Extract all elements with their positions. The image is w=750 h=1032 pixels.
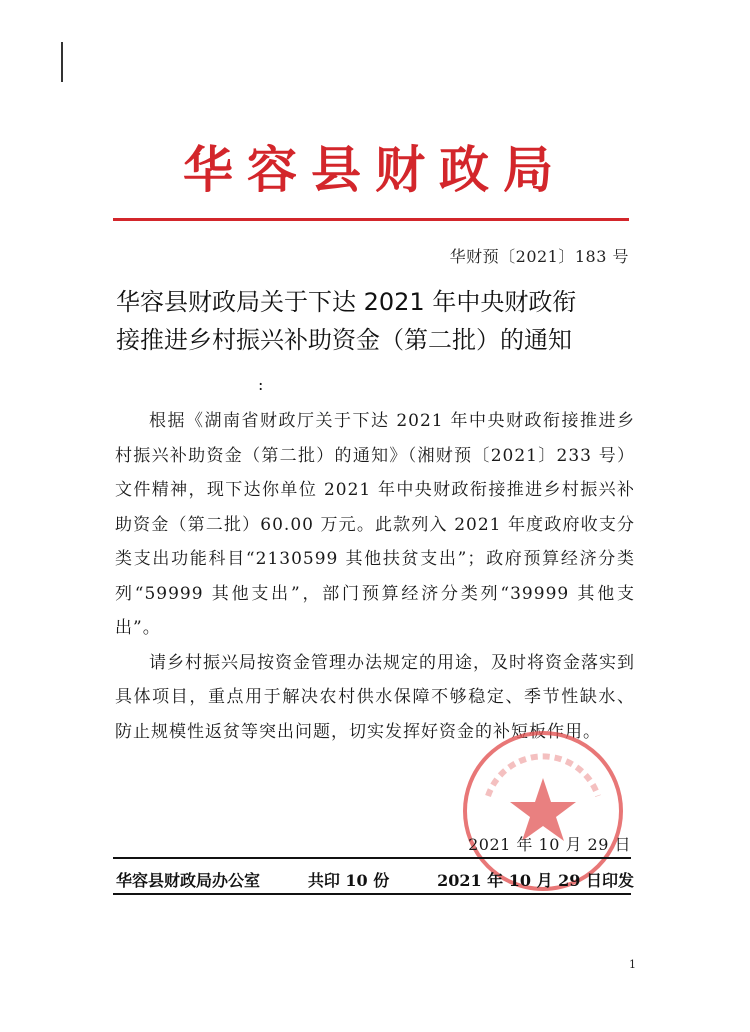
signing-date: 2021 年 10 月 29 日: [468, 835, 631, 854]
notice-body: [115, 404, 635, 749]
printing-footer: [116, 868, 634, 891]
footer-bottom-rule: [113, 893, 631, 895]
notice-title-line-1: 华容县财政局关于下达 2021 年中央财政衔: [116, 288, 577, 316]
footer-top-rule: [113, 857, 631, 859]
notice-title: [116, 283, 636, 359]
notice-title-line-2: 接推进乡村振兴补助资金（第二批）的通知: [116, 326, 572, 354]
recipient-line: :: [258, 375, 264, 394]
document-number: 华财预〔2021〕183 号: [449, 247, 629, 266]
body-paragraph-2: 请乡村振兴局按资金管理办法规定的用途，及时将资金落实到具体项目，重点用于解决农村供水保障不够稳定、季节性缺水、防止规模性返贫等突出问题，切实发挥好资金的补短板作用。: [115, 652, 635, 742]
issuing-authority-title: 华容县财政局: [183, 140, 567, 199]
page-number: 1: [629, 958, 636, 971]
red-header-divider: [113, 218, 629, 221]
scan-artifact-line: [61, 42, 63, 82]
footer-copies: 共印 10 份: [307, 871, 390, 890]
footer-office: 华容县财政局办公室: [116, 871, 261, 890]
body-paragraph-1: 根据《湖南省财政厅关于下达 2021 年中央财政衔接推进乡村振兴补助资金（第二批）的通知》（湘财预〔2021〕233 号）文件精神，现下达你单位 2021 年中央财政衔接推进乡村振兴补助资金（第二批）60.00 万元。此款列入 2021 年度政府收支分类支出功能科目“2130599 其他扶贫支出”；政府预算经济分类列“59999 其他支出”，部门预算经济分类列“39999 其他支出”。: [115, 411, 635, 638]
footer-print-date: 2021 年 10 月 29 日印发: [437, 871, 634, 890]
